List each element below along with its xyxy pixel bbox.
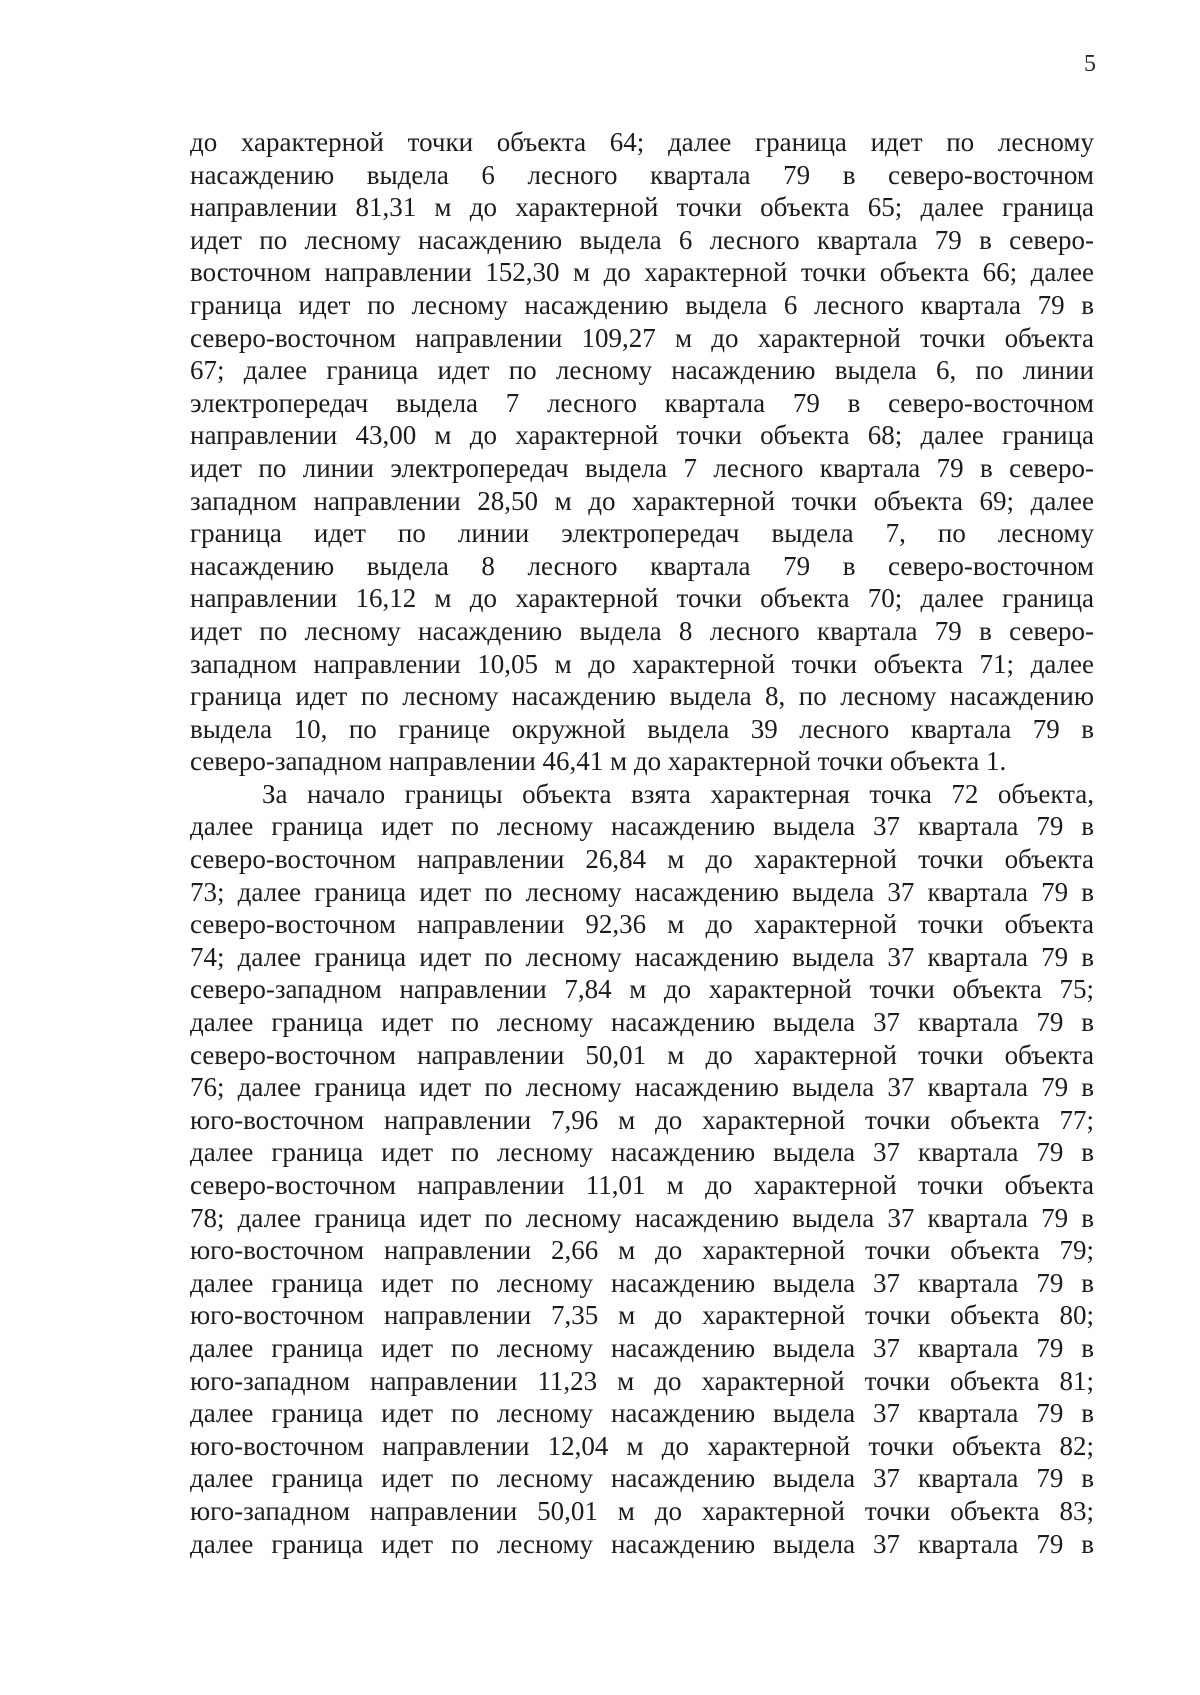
text-line: далее граница идет по лесному насаждению выдела 37 квартала 79 в	[190, 1398, 1094, 1429]
text-line: За начало границы объекта взята характерная точка 72 объекта,	[262, 778, 1094, 809]
text-line: далее граница идет по лесному насаждению выдела 37 квартала 79 в	[190, 1267, 1094, 1298]
text-line: насаждению выдела 8 лесного квартала 79 в северо-восточном	[190, 550, 1094, 581]
text-line: направлении 43,00 м до характерной точки объекта 68; далее граница	[190, 420, 1094, 451]
text-line: граница идет по линии электропередач выдела 7, по лесному	[190, 518, 1094, 549]
text-line: далее граница идет по лесному насаждению выдела 37 квартала 79 в	[190, 1463, 1094, 1494]
text-line: направлении 81,31 м до характерной точки объекта 65; далее граница	[190, 192, 1094, 223]
text-line: северо-восточном направлении 109,27 м до характерной точки объекта	[190, 322, 1094, 353]
text-line: граница идет по лесному насаждению выдела 6 лесного квартала 79 в	[190, 289, 1094, 320]
text-line: электропередач выдела 7 лесного квартала 79 в северо-восточном	[190, 387, 1094, 418]
text-line: 78; далее граница идет по лесному насаждению выдела 37 квартала 79 в	[190, 1202, 1094, 1233]
text-line: далее граница идет по лесному насаждению выдела 37 квартала 79 в	[190, 1007, 1094, 1038]
text-line: юго-восточном направлении 12,04 м до характерной точки объекта 82;	[190, 1430, 1094, 1461]
page-number: 5	[1084, 51, 1096, 77]
text-line: 73; далее граница идет по лесному насаждению выдела 37 квартала 79 в	[190, 876, 1094, 907]
text-line: юго-восточном направлении 2,66 м до характерной точки объекта 79;	[190, 1235, 1094, 1266]
text-line: 76; далее граница идет по лесному насаждению выдела 37 квартала 79 в	[190, 1072, 1094, 1103]
text-line: юго-западном направлении 50,01 м до характерной точки объекта 83;	[190, 1495, 1094, 1526]
text-line: западном направлении 28,50 м до характерной точки объекта 69; далее	[190, 485, 1094, 516]
paragraph	[190, 126, 1094, 778]
text-line: выдела 10, по границе окружной выдела 39 лесного квартала 79 в	[190, 713, 1094, 744]
text-line: направлении 16,12 м до характерной точки объекта 70; далее граница	[190, 583, 1094, 614]
text-line: идет по линии электропередач выдела 7 лесного квартала 79 в северо-	[190, 452, 1094, 483]
document-body	[190, 126, 1094, 1560]
text-line: северо-восточном направлении 26,84 м до характерной точки объекта	[190, 844, 1094, 875]
text-line: западном направлении 10,05 м до характерной точки объекта 71; далее	[190, 648, 1094, 679]
text-line: до характерной точки объекта 64; далее граница идет по лесному	[190, 127, 1094, 157]
text-line: северо-западном направлении 7,84 м до характерной точки объекта 75;	[190, 974, 1094, 1005]
text-line: идет по лесному насаждению выдела 8 лесного квартала 79 в северо-	[190, 615, 1094, 646]
text-line: 74; далее граница идет по лесному насаждению выдела 37 квартала 79 в	[190, 941, 1094, 972]
text-line: далее граница идет по лесному насаждению выдела 37 квартала 79 в	[190, 1137, 1094, 1168]
text-line: 67; далее граница идет по лесному насаждению выдела 6, по линии	[190, 355, 1094, 386]
text-line: идет по лесному насаждению выдела 6 лесного квартала 79 в северо-	[190, 224, 1094, 255]
text-line: северо-восточном направлении 11,01 м до характерной точки объекта	[190, 1170, 1094, 1200]
text-line: юго-восточном направлении 7,35 м до характерной точки объекта 80;	[190, 1300, 1094, 1331]
text-line: северо-восточном направлении 92,36 м до характерной точки объекта	[190, 909, 1094, 940]
text-line: далее граница идет по лесному насаждению выдела 37 квартала 79 в	[190, 1332, 1094, 1363]
text-line: восточном направлении 152,30 м до характерной точки объекта 66; далее	[190, 257, 1094, 288]
paragraph	[190, 778, 1094, 1560]
text-line: юго-восточном направлении 7,96 м до характерной точки объекта 77;	[190, 1104, 1094, 1135]
text-line: насаждению выдела 6 лесного квартала 79 в северо-восточном	[190, 159, 1094, 190]
text-line: далее граница идет по лесному насаждению выдела 37 квартала 79 в	[190, 811, 1094, 842]
text-line: юго-западном направлении 11,23 м до характерной точки объекта 81;	[190, 1365, 1094, 1396]
text-line: северо-восточном направлении 50,01 м до характерной точки объекта	[190, 1039, 1094, 1070]
text-line: далее граница идет по лесному насаждению выдела 37 квартала 79 в	[190, 1528, 1094, 1559]
text-line: северо-западном направлении 46,41 м до характерной точки объекта 1.	[190, 746, 1007, 777]
text-line: граница идет по лесному насаждению выдела 8, по лесному насаждению	[190, 681, 1094, 712]
